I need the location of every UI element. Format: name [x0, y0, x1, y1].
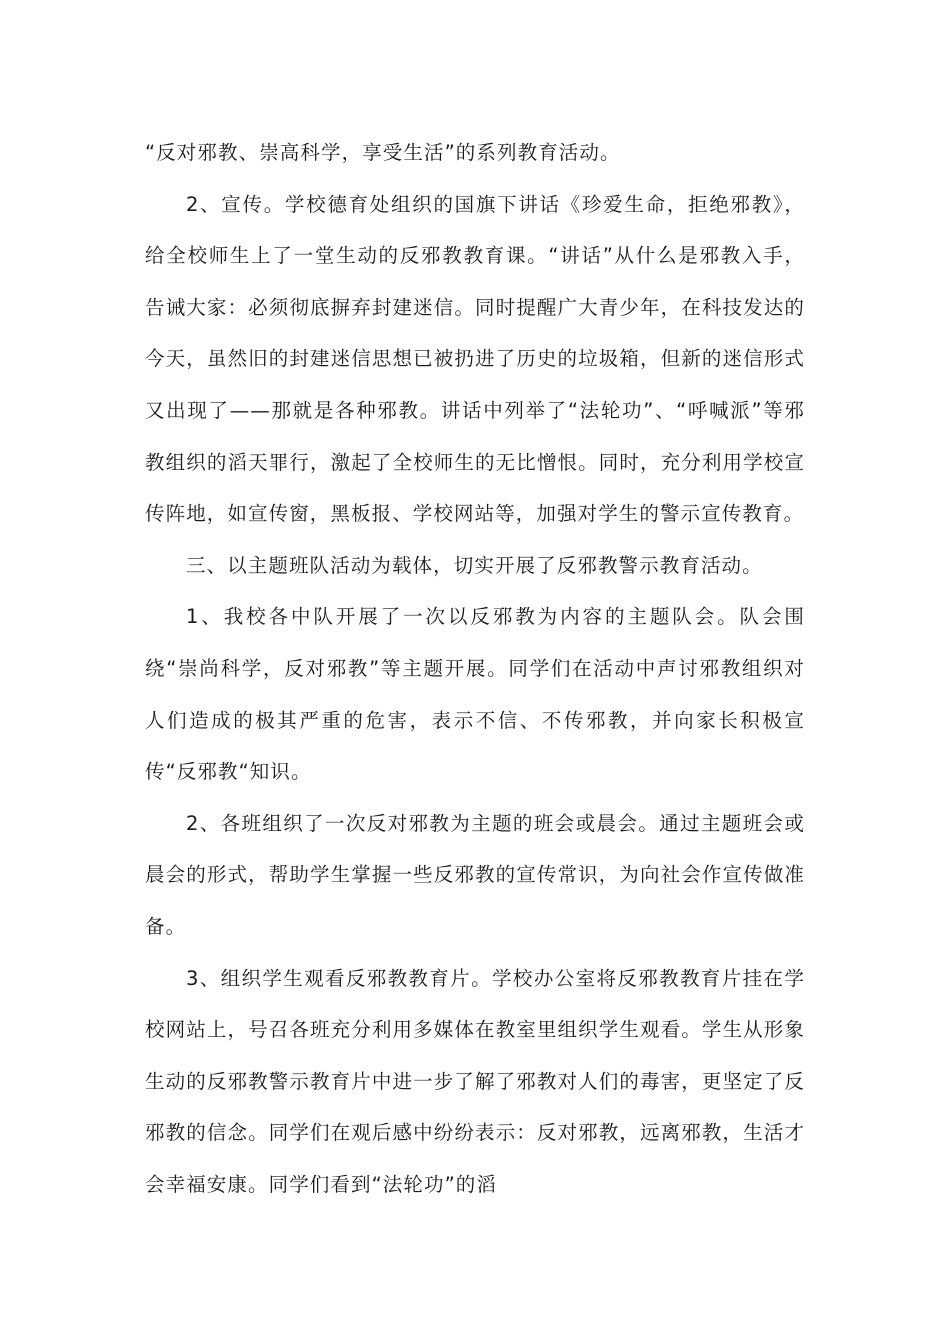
paragraph-education-film: 3、组织学生观看反邪教教育片。学校办公室将反邪教教育片挂在学校网站上，号召各班充分利用多媒体在教室里组织学生观看。学生从形象生动的反邪教警示教育片中进一步了解了邪教对人们的毒害，更坚定了反邪教的信念。同学们在观后感中纷纷表示：反对邪教，远离邪教，生活才会幸福安康。同学们看到“法轮功”的滔	[145, 966, 805, 1196]
document-body	[145, 127, 805, 1210]
section-heading-three: 三、以主题班队活动为载体，切实开展了反邪教警示教育活动。	[185, 553, 763, 577]
paragraph-team-meeting: 1、我校各中队开展了一次以反邪教为内容的主题队会。队会围绕“崇尚科学，反对邪教”等主题开展。同学们在活动中声讨邪教组织对人们造成的极其严重的危害，表示不信、不传邪教，并向家长积极宣传“反邪教“知识。	[145, 605, 805, 784]
paragraph-class-meeting: 2、各班组织了一次反对邪教为主题的班会或晨会。通过主题班会或晨会的形式，帮助学生掌握一些反邪教的宣传常识，为向社会作宣传做准备。	[145, 811, 805, 938]
paragraph-publicity: 2、宣传。学校德育处组织的国旗下讲话《珍爱生命，拒绝邪教》，给全校师生上了一堂生动的反邪教教育课。“讲话”从什么是邪教入手，告诫大家：必须彻底摒弃封建迷信。同时提醒广大青少年，在科技发达的今天，虽然旧的封建迷信思想已被扔进了历史的垃圾箱，但新的迷信形式又出现了——那就是各种邪教。讲话中列举了“法轮功”、“呼喊派”等邪教组织的滔天罪行，激起了全校师生的无比憎恨。同时，充分利用学校宣传阵地，如宣传窗，黑板报、学校网站等，加强对学生的警示宣传教育。	[145, 192, 805, 526]
paragraph-intro: “反对邪教、崇高科学，享受生活”的系列教育活动。	[145, 141, 621, 164]
